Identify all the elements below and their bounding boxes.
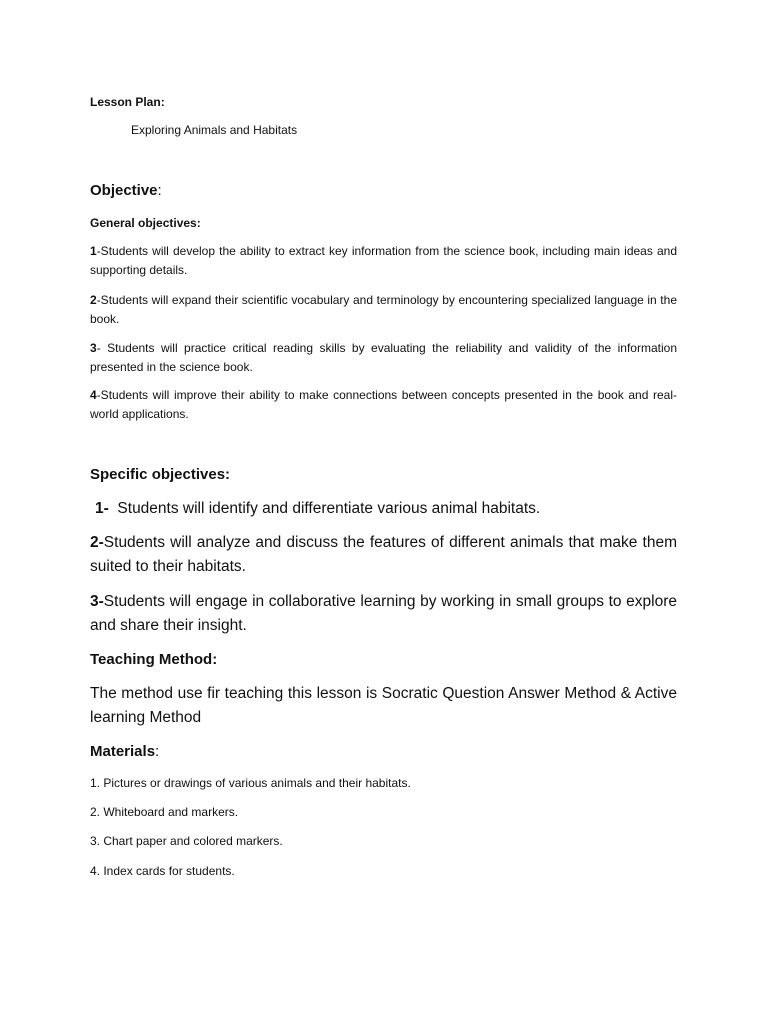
specific-objective-1 xyxy=(95,497,677,521)
general-objective-3-number: 3 xyxy=(90,341,97,355)
lesson-title: Exploring Animals and Habitats xyxy=(131,123,298,137)
general-objective-1-number: 1 xyxy=(90,244,97,258)
specific-objective-3 xyxy=(90,590,677,638)
specific-objective-2-text: Students will analyze and discuss the features of different animals that make them suited to their habitats. xyxy=(90,534,677,575)
general-objective-2 xyxy=(90,291,677,329)
general-objectives-heading: General objectives: xyxy=(90,216,201,230)
specific-objective-3-text: Students will engage in collaborative learning by working in small groups to explore and share their insight. xyxy=(90,593,677,634)
materials-item-4: 4. Index cards for students. xyxy=(90,864,235,878)
materials-item-2: 2. Whiteboard and markers. xyxy=(90,805,239,819)
general-objective-3-text: - Students will practice critical reading skills by evaluating the reliability and validity of the information presented in the science book. xyxy=(90,341,677,374)
general-objective-2-number: 2 xyxy=(90,293,97,307)
general-objective-1 xyxy=(90,242,677,280)
materials-heading-text: Materials xyxy=(90,743,156,760)
general-objective-4-text: -Students will improve their ability to make connections between concepts presented in the book and real-world applications. xyxy=(90,388,677,421)
specific-objective-1-text: Students will identify and differentiate various animal habitats. xyxy=(117,500,541,517)
specific-objective-2 xyxy=(90,531,677,579)
general-objective-4 xyxy=(90,386,677,424)
specific-objective-3-number: 3- xyxy=(90,593,104,610)
objective-heading-text: Objective xyxy=(90,182,158,199)
teaching-method-heading: Teaching Method: xyxy=(90,651,218,668)
specific-objective-2-number: 2- xyxy=(90,534,104,551)
materials-item-3: 3. Chart paper and colored markers. xyxy=(90,834,283,848)
general-objective-1-text: -Students will develop the ability to extract key information from the science book, including main ideas and supporting details. xyxy=(90,244,677,277)
specific-objectives-heading: Specific objectives: xyxy=(90,466,231,483)
specific-objective-1-number: 1- xyxy=(95,500,109,517)
general-objective-4-number: 4 xyxy=(90,388,97,402)
objective-heading-colon: : xyxy=(157,182,162,199)
objective-heading xyxy=(90,181,677,201)
lesson-plan-label: Lesson Plan: xyxy=(90,95,165,109)
general-objective-3 xyxy=(90,339,677,377)
materials-heading-colon: : xyxy=(155,743,160,760)
general-objective-2-text: -Students will expand their scientific vocabulary and terminology by encountering specialized language in the book. xyxy=(90,293,677,326)
materials-item-1: 1. Pictures or drawings of various animals and their habitats. xyxy=(90,776,411,790)
teaching-method-text: The method use fir teaching this lesson is Socratic Question Answer Method & Active learning Method xyxy=(90,685,677,726)
materials-heading xyxy=(90,742,677,762)
